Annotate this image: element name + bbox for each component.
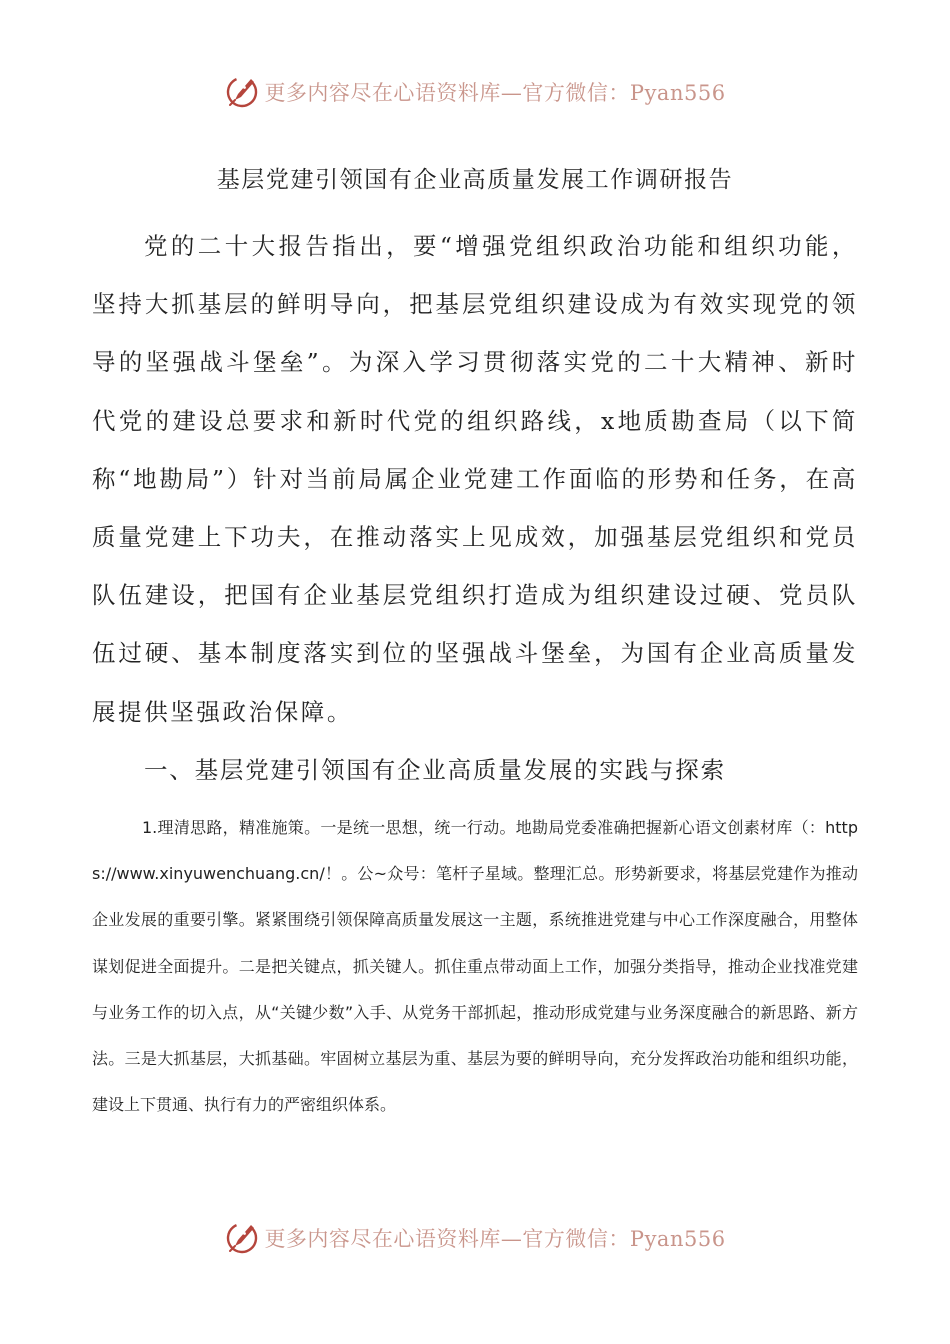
pen-nib-logo-icon bbox=[224, 1220, 260, 1256]
header-banner-text: 更多内容尽在心语资料库—官方微信：Pyan556 bbox=[264, 81, 726, 105]
section-paragraph: 1.理清思路，精准施策。一是统一思想，统一行动。地勘局党委准确把握新心语文创素材库（：https://www.xinyuwenchuang.cn/！。公~众号：笔杆子星域。整理汇总。形势新要求，将基层党建作为推动企业发展的重要引擎。紧紧围绕引领保障高质量发展这一主题，系统推进党建与中心工作深度融合，用整体谋划促进全面提升。二是把关键点，抓关键人。抓住重点带动面上工作，加强分类指导，推动企业找准党建与业务工作的切入点，从“关键少数”入手、从党务干部抓起，推动形成党建与业务深度融合的新思路、新方法。三是大抓基层，大抓基础。牢固树立基层为重、基层为要的鲜明导向，充分发挥政治功能和组织功能，建设上下贯通、执行有力的严密组织体系。 bbox=[92, 818, 858, 1115]
footer-banner bbox=[0, 1218, 950, 1258]
footer-banner-text: 更多内容尽在心语资料库—官方微信：Pyan556 bbox=[264, 1227, 726, 1251]
pen-nib-logo-icon bbox=[224, 74, 260, 110]
section-heading: 一、基层党建引领国有企业高质量发展的实践与探索 bbox=[144, 756, 726, 784]
intro-paragraph: 党的二十大报告指出，要“增强党组织政治功能和组织功能，坚持大抓基层的鲜明导向，把基层党组织建设成为有效实现党的领导的坚强战斗堡垒”。为深入学习贯彻落实党的二十大精神、新时代党的建设总要求和新时代党的组织路线，x地质勘查局（以下简称“地勘局”）针对当前局属企业党建工作面临的形势和任务，在高质量党建上下功夫，在推动落实上见成效，加强基层党组织和党员队伍建设，把国有企业基层党组织打造成为组织建设过硬、党员队伍过硬、基本制度落实到位的坚强战斗堡垒，为国有企业高质量发展提供坚强政治保障。 bbox=[92, 232, 858, 726]
document-title: 基层党建引领国有企业高质量发展工作调研报告 bbox=[216, 167, 734, 193]
header-banner bbox=[0, 72, 950, 112]
